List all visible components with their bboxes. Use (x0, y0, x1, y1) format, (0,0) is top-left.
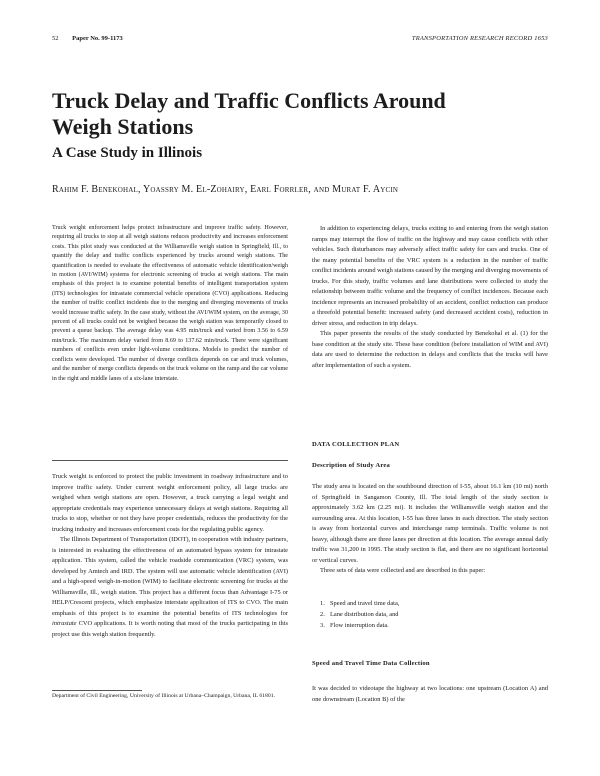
body-paragraph: Truck weight is enforced to protect the public investment in roadway infrastructure and to improve traffic safety. Under current weight enforcement policy, all large trucks are weighed when weigh stations are open. However, a truck carrying a legal weight and appropriate credentials may experience unnecessary delays at weigh stations. Requiring all trucks to stop, whether or not they have proper credentials, reduces the productivity for the trucking industry and increases enforcement costs for the regulating public agency. (52, 473, 288, 533)
footnote-divider (52, 690, 142, 691)
list-item (320, 609, 540, 620)
body-paragraph: Three sets of data were collected and are described in this paper: (320, 567, 486, 574)
paper-number: Paper No. 99-1173 (72, 35, 123, 42)
running-head (52, 33, 548, 45)
page-number: 52 (52, 35, 59, 42)
study-area-text (312, 482, 548, 577)
body-paragraph: This paper presents the results of the study conducted by Benekohal et al. (1) for the base condition at the study site. These base condition (before installation of WIM and AVI) data are used to determine the reduction in delays and conflicts that the trucks will have after implementation of such a system. (312, 330, 548, 369)
subsection-heading: Description of Study Area (312, 462, 390, 469)
section-heading: DATA COLLECTION PLAN (312, 441, 400, 448)
body-text: CVO applications. It is worth noting that most of the trucks participating in this project use this weigh station frequently. (52, 620, 288, 638)
list-text: Speed and travel time data, (330, 600, 400, 607)
list-text: Lane distribution data, and (330, 611, 399, 618)
speed-data-text (312, 684, 548, 705)
list-text: Flow interruption data. (330, 622, 389, 629)
body-paragraph: In addition to experiencing delays, trucks exiting to and entering from the weigh station ramps may interrupt the flow of traffic on the highway and may cause conflicts with other vehicles. Such disturbances may adversely affect traffic safety for cars and trucks. One of the many potential benefits of the VRC system is a reduction in the number of traffic conflict incidents around weigh stations caused by the merging and diverging movements of trucks. For this study, traffic volumes and lane distributions were collected to study the relationship between traffic volume and the frequency of conflict incidences. Because each incidence represents an increased probability of an accident, conflict reduction can produce a threefold potential benefit: increased safety (and decreased accident costs), reduction in driver stress, and reduction in trip delays. (312, 225, 548, 327)
abstract (52, 224, 288, 384)
abstract-divider (52, 460, 288, 461)
running-head-left (52, 33, 123, 45)
author-list: Rahim F. Benekohal, Yoassry M. El-Zohairy, Earl Forrler, and Murat F. Aycin (52, 184, 399, 195)
body-text: The Illinois Department of Transportation (IDOT), in cooperation with industry partners, is interested in evaluating the effectiveness of an automated bypass system for intrastate application. This system, called the vehicle roadside communication (VRC) system, was developed by Amtech and IRD. The system will use automatic vehicle identification (AVI) and a high-speed weigh-in-motion (WIM) to facilitate electronic screening for trucks at the Williamsville, Ill., weigh station. This project has a different focus than Advantage I-75 or HELP/Crescent projects, which emphasize interstate application of ITS to CVO. The main emphasis of this project is to examine the potential benefits of ITS technologies for (52, 536, 288, 617)
body-left-column (52, 472, 288, 640)
data-set-list (320, 598, 540, 631)
list-number: 2. (320, 611, 325, 618)
abstract-text: Truck weight enforcement helps protect infrastructure and improve traffic safety. However, requiring all trucks to stop at all weigh stations reduces productivity and increases enforcement costs. This pilot study was conducted at the Williamsville weigh station in Springfield, Ill., to quantify the delay and traffic conflicts experienced by trucks around weigh stations. The quantification is needed to evaluate the effectiveness of automatic vehicle identification/weigh in motion (AVI/WIM) systems for electronic screening of trucks at weigh stations. The main emphasis of this project is to examine potential benefits of intelligent transportation system (ITS) technologies for intrastate commercial vehicle operations (CVO) applications. Reducing the number of traffic conflict incidents due to the merging and diverging movements of trucks would increase traffic safety. In the case study, without the AVI/WIM system, on the average, 30 percent of all trucks could not be weighed because the weigh station was temporarily closed to prevent a queue backup. The average delay was 4.95 min/truck and varied from 3.56 to 6.59 min/truck. The maximum delay varied from 8.69 to 137.62 min/truck. There were significant numbers of conflicts even under light-volume conditions. Models to predict the number of conflicts were developed. The number of diverge conflicts depends on car and truck volumes, and the number of merge conflicts depends on the truck volume on the ramp and the car volume in the right and middle lanes of a six-lane interstate. (52, 225, 288, 382)
body-paragraph: It was decided to videotape the highway at two locations: one upstream (Location A) and one downstream (Location B) of the (312, 685, 548, 703)
subsection-heading: Speed and Travel Time Data Collection (312, 660, 430, 667)
body-paragraph (52, 535, 288, 640)
list-number: 1. (320, 600, 325, 607)
footnote: Department of Civil Engineering, University of Illinois at Urbana–Champaign, Urbana, IL 61801. (52, 693, 275, 699)
list-item (320, 598, 540, 609)
body-right-intro (312, 224, 548, 371)
paper-subtitle: A Case Study in Illinois (52, 145, 203, 161)
paper-title: Truck Delay and Traffic Conflicts Around Weigh Stations (52, 88, 446, 139)
list-item (320, 620, 540, 631)
journal-name: TRANSPORTATION RESEARCH RECORD 1653 (411, 35, 548, 42)
emphasis-text: intrastate (52, 620, 77, 627)
body-paragraph: The study area is located on the southbound direction of I-55, about 16.1 km (10 mi) north of Springfield in Sangamon County, Ill. The total length of the study section is approximately 3.62 km (2.25 mi). It includes the Williamsville weigh station and the surrounding area. At this location, I-55 has three lanes in each direction. The study section is away from horizontal curves and interchange ramp terminals. Traffic volume is not heavy, although there are three lanes per direction at this location. The average annual daily traffic was 31,200 in 1995. The study section is flat, and there are no significant horizontal or vertical curves. (312, 483, 548, 564)
list-number: 3. (320, 622, 325, 629)
